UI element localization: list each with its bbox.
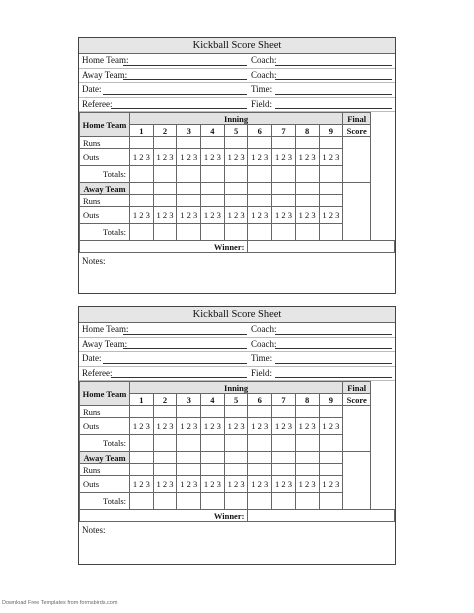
inning-number: 8	[295, 125, 319, 137]
final-score-cell[interactable]	[343, 452, 371, 510]
footer	[2, 600, 117, 606]
runs-cell[interactable]	[130, 464, 154, 476]
inning-number: 1	[130, 125, 154, 137]
footer-text: Download Free Templates from	[2, 600, 79, 606]
totals-cell[interactable]	[153, 493, 177, 510]
inning-number: 7	[272, 394, 296, 406]
inning-number: 3	[177, 394, 201, 406]
home-team-header: Home Team	[80, 382, 130, 406]
inning-number: 7	[272, 125, 296, 137]
runs-label: Runs	[80, 195, 130, 207]
outs-cell[interactable]: 1 2 3	[319, 207, 343, 224]
totals-cell[interactable]	[201, 435, 225, 452]
score-sheet-1	[78, 37, 396, 294]
totals-cell[interactable]	[248, 224, 272, 241]
totals-label: Totals:	[80, 435, 130, 452]
outs-label: Outs	[80, 207, 130, 224]
runs-cell[interactable]	[153, 464, 177, 476]
outs-cell[interactable]: 1 2 3	[153, 418, 177, 435]
referee-label: Referee:	[82, 98, 113, 109]
time-label: Time:	[251, 84, 273, 94]
home-team-label: Home Team:	[82, 55, 129, 65]
runs-cell[interactable]	[224, 137, 248, 149]
home-team-row	[79, 323, 395, 338]
runs-cell[interactable]	[201, 137, 225, 149]
outs-cell[interactable]: 1 2 3	[177, 476, 201, 493]
field-label: Field:	[251, 98, 273, 109]
inning-number: 9	[319, 394, 343, 406]
runs-cell[interactable]	[177, 195, 201, 207]
sheet-title: Kickball Score Sheet	[79, 307, 395, 323]
outs-cell[interactable]: 1 2 3	[224, 418, 248, 435]
inning-number: 6	[248, 394, 272, 406]
away-coach-field[interactable]	[275, 79, 392, 80]
runs-label: Runs	[80, 406, 130, 418]
date-row	[79, 352, 395, 367]
runs-label: Runs	[80, 464, 130, 476]
totals-label: Totals:	[80, 493, 130, 510]
away-team-label: Away Team:	[82, 338, 128, 349]
inning-number: 5	[224, 125, 248, 137]
winner-field[interactable]	[248, 241, 395, 253]
totals-cell[interactable]	[248, 435, 272, 452]
inning-header: Inning	[130, 382, 343, 394]
footer-link[interactable]: formsbirds.com	[79, 600, 118, 606]
final-header: Final	[343, 382, 371, 394]
runs-cell[interactable]	[153, 195, 177, 207]
runs-cell[interactable]	[224, 406, 248, 418]
totals-cell[interactable]	[201, 493, 225, 510]
score-sheet-2	[78, 306, 396, 565]
totals-cell[interactable]	[248, 493, 272, 510]
runs-cell[interactable]	[201, 464, 225, 476]
runs-cell[interactable]	[248, 464, 272, 476]
totals-cell[interactable]	[177, 435, 201, 452]
home-team-row	[79, 54, 395, 69]
totals-cell[interactable]	[130, 166, 154, 183]
outs-cell[interactable]: 1 2 3	[248, 149, 272, 166]
outs-cell[interactable]: 1 2 3	[248, 418, 272, 435]
outs-cell[interactable]: 1 2 3	[201, 418, 225, 435]
outs-cell[interactable]: 1 2 3	[177, 418, 201, 435]
runs-cell[interactable]	[177, 464, 201, 476]
totals-cell[interactable]	[224, 493, 248, 510]
runs-cell[interactable]	[153, 406, 177, 418]
away-team-field[interactable]	[123, 348, 247, 349]
outs-cell[interactable]: 1 2 3	[153, 476, 177, 493]
totals-cell[interactable]	[319, 166, 343, 183]
inning-number: 8	[295, 394, 319, 406]
referee-field[interactable]	[111, 377, 247, 378]
inning-number: 4	[201, 125, 225, 137]
runs-label: Runs	[80, 137, 130, 149]
final-score-cell[interactable]	[343, 183, 371, 241]
away-team-row	[79, 69, 395, 84]
outs-label: Outs	[80, 476, 130, 493]
inning-number: 9	[319, 125, 343, 137]
home-coach-field[interactable]	[275, 334, 392, 335]
inning-number: 2	[153, 125, 177, 137]
totals-cell[interactable]	[153, 435, 177, 452]
inning-number: 5	[224, 394, 248, 406]
home-coach-field[interactable]	[275, 65, 392, 66]
outs-cell[interactable]: 1 2 3	[248, 476, 272, 493]
totals-cell[interactable]	[201, 166, 225, 183]
field-label: Field:	[251, 367, 273, 378]
outs-cell[interactable]: 1 2 3	[201, 207, 225, 224]
totals-cell[interactable]	[177, 166, 201, 183]
outs-cell[interactable]: 1 2 3	[319, 149, 343, 166]
runs-cell[interactable]	[130, 406, 154, 418]
runs-cell[interactable]	[201, 195, 225, 207]
outs-cell[interactable]: 1 2 3	[224, 149, 248, 166]
outs-cell[interactable]: 1 2 3	[319, 418, 343, 435]
date-field[interactable]	[103, 94, 247, 95]
field-field[interactable]	[275, 377, 392, 378]
outs-cell[interactable]: 1 2 3	[130, 418, 154, 435]
away-team-row	[79, 338, 395, 353]
runs-cell[interactable]	[272, 464, 296, 476]
outs-cell[interactable]: 1 2 3	[224, 476, 248, 493]
runs-cell[interactable]	[248, 406, 272, 418]
runs-cell[interactable]	[248, 137, 272, 149]
outs-cell[interactable]: 1 2 3	[295, 207, 319, 224]
outs-label: Outs	[80, 418, 130, 435]
totals-cell[interactable]	[224, 435, 248, 452]
totals-cell[interactable]	[319, 224, 343, 241]
away-team-header: Away Team	[80, 452, 130, 464]
runs-cell[interactable]	[295, 137, 319, 149]
final-score-cell[interactable]	[343, 137, 371, 183]
home-team-header: Home Team	[80, 113, 130, 137]
away-team-label: Away Team:	[82, 69, 128, 80]
final-header: Final	[343, 113, 371, 125]
runs-cell[interactable]	[272, 406, 296, 418]
referee-row	[79, 98, 395, 113]
outs-cell[interactable]: 1 2 3	[130, 476, 154, 493]
totals-cell[interactable]	[295, 224, 319, 241]
totals-cell[interactable]	[272, 435, 296, 452]
outs-cell[interactable]: 1 2 3	[295, 149, 319, 166]
notes-label: Notes:	[82, 525, 106, 535]
coach-label: Coach:	[251, 324, 277, 334]
runs-cell[interactable]	[177, 406, 201, 418]
time-field[interactable]	[275, 94, 392, 95]
date-row	[79, 83, 395, 98]
outs-cell[interactable]: 1 2 3	[201, 476, 225, 493]
home-team-label: Home Team:	[82, 324, 129, 334]
home-team-field[interactable]	[123, 65, 247, 66]
date-label: Date:	[82, 353, 102, 363]
totals-cell[interactable]	[272, 493, 296, 510]
totals-cell[interactable]	[130, 493, 154, 510]
away-team-field[interactable]	[123, 79, 247, 80]
outs-cell[interactable]: 1 2 3	[177, 149, 201, 166]
notes-label: Notes:	[82, 256, 106, 266]
outs-cell[interactable]: 1 2 3	[295, 476, 319, 493]
away-coach-field[interactable]	[275, 348, 392, 349]
totals-cell[interactable]	[295, 435, 319, 452]
totals-cell[interactable]	[295, 493, 319, 510]
totals-cell[interactable]	[153, 166, 177, 183]
runs-cell[interactable]	[295, 464, 319, 476]
totals-cell[interactable]	[295, 166, 319, 183]
referee-field[interactable]	[111, 108, 247, 109]
coach-label: Coach:	[251, 55, 277, 65]
inning-number: 4	[201, 394, 225, 406]
score-header: Score	[343, 394, 371, 406]
outs-cell[interactable]: 1 2 3	[248, 207, 272, 224]
totals-cell[interactable]	[130, 224, 154, 241]
score-grid	[79, 381, 395, 522]
runs-cell[interactable]	[295, 195, 319, 207]
outs-cell[interactable]: 1 2 3	[201, 149, 225, 166]
outs-label: Outs	[80, 149, 130, 166]
final-score-cell[interactable]	[343, 406, 371, 452]
outs-cell[interactable]: 1 2 3	[130, 207, 154, 224]
field-field[interactable]	[275, 108, 392, 109]
totals-label: Totals:	[80, 166, 130, 183]
runs-cell[interactable]	[224, 464, 248, 476]
runs-cell[interactable]	[153, 137, 177, 149]
runs-cell[interactable]	[272, 195, 296, 207]
outs-cell[interactable]: 1 2 3	[272, 207, 296, 224]
outs-cell[interactable]: 1 2 3	[224, 207, 248, 224]
totals-label: Totals:	[80, 224, 130, 241]
sheet-title: Kickball Score Sheet	[79, 38, 395, 54]
winner-field[interactable]	[248, 510, 395, 522]
runs-cell[interactable]	[177, 137, 201, 149]
notes-area[interactable]	[79, 253, 395, 269]
outs-cell[interactable]: 1 2 3	[177, 207, 201, 224]
date-label: Date:	[82, 84, 102, 94]
outs-cell[interactable]: 1 2 3	[319, 476, 343, 493]
runs-cell[interactable]	[130, 195, 154, 207]
time-field[interactable]	[275, 363, 392, 364]
totals-cell[interactable]	[177, 493, 201, 510]
runs-cell[interactable]	[224, 195, 248, 207]
totals-cell[interactable]	[248, 166, 272, 183]
referee-label: Referee:	[82, 367, 113, 378]
home-team-field[interactable]	[123, 334, 247, 335]
totals-cell[interactable]	[224, 166, 248, 183]
score-header: Score	[343, 125, 371, 137]
winner-label: Winner:	[80, 241, 248, 253]
runs-cell[interactable]	[295, 406, 319, 418]
outs-cell[interactable]: 1 2 3	[295, 418, 319, 435]
totals-cell[interactable]	[224, 224, 248, 241]
runs-cell[interactable]	[319, 464, 343, 476]
date-field[interactable]	[103, 363, 247, 364]
totals-cell[interactable]	[177, 224, 201, 241]
totals-cell[interactable]	[272, 166, 296, 183]
totals-cell[interactable]	[319, 493, 343, 510]
runs-cell[interactable]	[248, 195, 272, 207]
time-label: Time:	[251, 353, 273, 363]
outs-cell[interactable]: 1 2 3	[130, 149, 154, 166]
referee-row	[79, 367, 395, 382]
inning-number: 3	[177, 125, 201, 137]
runs-cell[interactable]	[319, 195, 343, 207]
coach-label: Coach:	[251, 69, 277, 80]
outs-cell[interactable]: 1 2 3	[272, 418, 296, 435]
score-grid	[79, 112, 395, 253]
outs-cell[interactable]: 1 2 3	[272, 476, 296, 493]
totals-cell[interactable]	[201, 224, 225, 241]
notes-area[interactable]	[79, 522, 395, 538]
outs-cell[interactable]: 1 2 3	[153, 207, 177, 224]
coach-label: Coach:	[251, 338, 277, 349]
runs-cell[interactable]	[201, 406, 225, 418]
runs-cell[interactable]	[319, 406, 343, 418]
runs-cell[interactable]	[130, 137, 154, 149]
runs-cell[interactable]	[319, 137, 343, 149]
inning-number: 2	[153, 394, 177, 406]
away-team-header: Away Team	[80, 183, 130, 195]
winner-label: Winner:	[80, 510, 248, 522]
runs-cell[interactable]	[272, 137, 296, 149]
inning-header: Inning	[130, 113, 343, 125]
inning-number: 6	[248, 125, 272, 137]
totals-cell[interactable]	[153, 224, 177, 241]
inning-number: 1	[130, 394, 154, 406]
outs-cell[interactable]: 1 2 3	[272, 149, 296, 166]
totals-cell[interactable]	[319, 435, 343, 452]
outs-cell[interactable]: 1 2 3	[153, 149, 177, 166]
totals-cell[interactable]	[272, 224, 296, 241]
totals-cell[interactable]	[130, 435, 154, 452]
